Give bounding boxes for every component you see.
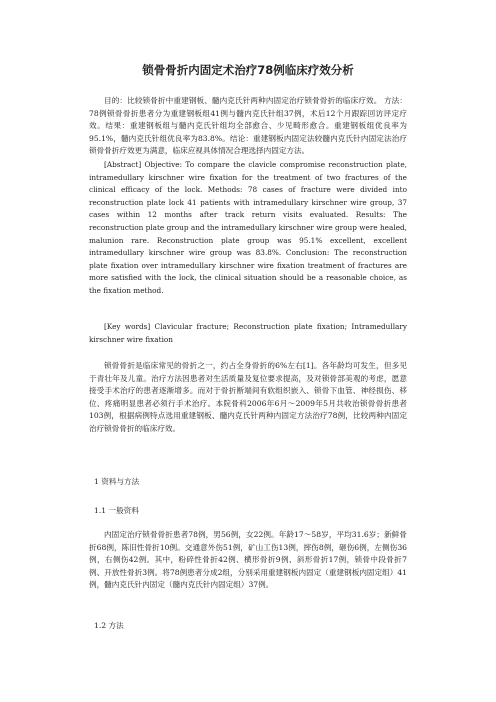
section-heading-1-1: 1.1 一般资料 (94, 506, 139, 515)
introduction-paragraph: 锁骨骨折是临床常见的骨折之一，约占全身骨折的6%左右[1]。各年龄均可发生，但多见于青壮年及儿童。治疗方法因患者对生活质量及复位要求提高，及对锁骨部美观的考虑，愿意接受手术治疗的患者逐渐增多。而对于骨折断端间有软组织嵌入、锁骨下血管、神经损伤、移位、疼痛明显患者必须行手术治疗。本院骨科2006年6月～2009年5月共收治锁骨骨折患者103例，根据病例特点选用重建钢板、髓内克氏针两种内固定方法治疗78例，比较两种内固定治疗锁骨骨折的临床疗效。 (89, 361, 407, 433)
chinese-abstract: 目的：比较锁骨折中重建钢板、髓内克氏针两种内固定治疗锁骨骨折的临床疗效。 方法：78例锁骨骨折患者分为重建钢板组41例与髓内克氏针组37例，术后12个月跟踪回访评定疗效。结果：重建钢板组与髓内克氏针组均全部愈合、少见畸形愈合。重建钢板组优良率为95.1%，髓内克氏针组优良率为83.8%。结论：重建钢板内固定法较髓内克氏针内固定法治疗锁骨骨折疗效更为满意，临床应视具体情况合理选择内固定方法。 (89, 96, 407, 156)
english-abstract: [Abstract] Objective: To compare the clavicle compromise reconstruction plate, intramedullary kirschner wire fixation for the treatment of two fractures of the clinical efficacy of the lock. Methods: 78 cases of fracture were divided into reconstruction plate lock 41 patients with intramedullary kirschner wire group, 37 cases within 12 months after track return visits evaluated. Results: The reconstruction plate group and the intramedullary kirschner wire group were healed, malunion rare. Reconstruction plate group was 95.1% excellent, excellent intramedullary kirschner wire group was 83.8%. Conclusion: The reconstruction plate fixation over intramedullary kirschner wire fixation treatment of fractures are more satisfied with the lock, the clinical situation should be a reasonable choice, as the fixation method. (89, 160, 407, 295)
general-info-paragraph: 内固定治疗锁骨骨折患者78例，男56例，女22例。年龄17～58岁，平均31.6岁；新鲜骨折68例，陈旧性骨折10例。交通意外伤51例，矿山工伤13例，摔伤8例，砸伤6例，左侧伤36例，右侧伤42例。其中，粉碎性骨折42例、横形骨折9例、斜形骨折17例，锁骨中段骨折7例、开放性骨折3例。将78例患者分成2组，分别采用重建钢板内固定（重建钢板内固定组）41例，髓内克氏针内固定（髓内克氏针内固定组）37例。 (89, 530, 407, 590)
section-heading-1-2: 1.2 方法 (94, 621, 124, 630)
paper-title: 锁骨骨折内固定术治疗78例临床疗效分析 (142, 63, 354, 77)
section-heading-1: 1 资料与方法 (94, 477, 140, 486)
english-keywords: [Key words] Clavicular fracture; Reconstruction plate fixation; Intramedullary kirschner wire fixation (89, 322, 407, 344)
